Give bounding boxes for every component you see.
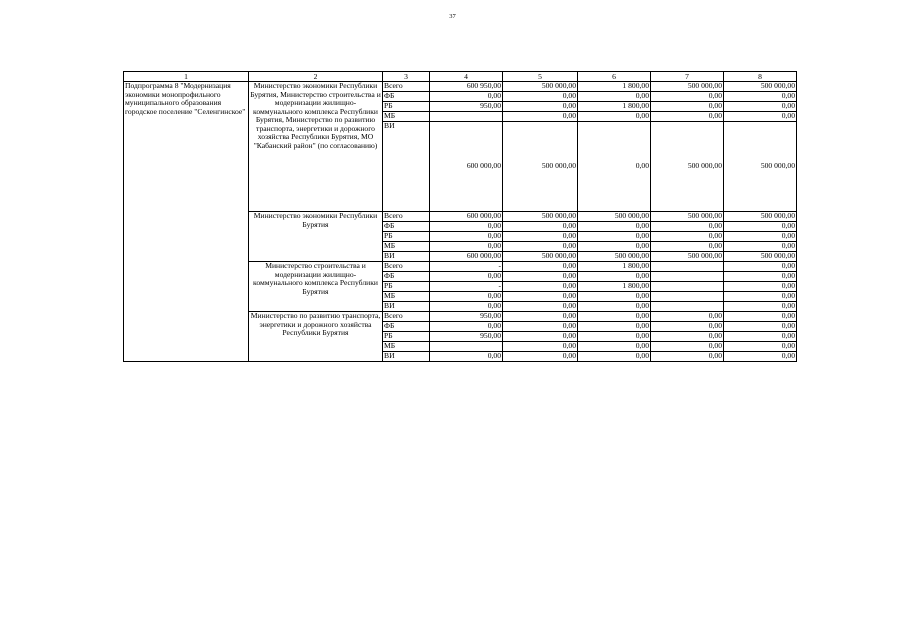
funding-source: РБ <box>383 102 430 112</box>
amount-cell <box>651 272 724 282</box>
amount-cell: 500 000,00 <box>724 82 797 92</box>
amount-cell: 0,00 <box>578 112 651 122</box>
amount-cell: 500 000,00 <box>578 212 651 222</box>
amount-cell: 0,00 <box>724 262 797 272</box>
amount-cell: 0,00 <box>503 282 578 292</box>
amount-cell: 1 800,00 <box>578 102 651 112</box>
funding-source: РБ <box>383 282 430 292</box>
amount-cell: 0,00 <box>430 352 503 362</box>
amount-cell: 0,00 <box>503 222 578 232</box>
funding-source: ФБ <box>383 322 430 332</box>
amount-cell: 600 950,00 <box>430 82 503 92</box>
amount-cell: 500 000,00 <box>651 252 724 262</box>
funding-source: Всего <box>383 312 430 322</box>
column-header-4: 4 <box>430 72 503 82</box>
amount-cell: 0,00 <box>724 112 797 122</box>
amount-cell: 0,00 <box>503 342 578 352</box>
amount-cell: 0,00 <box>724 102 797 112</box>
amount-cell: - <box>430 282 503 292</box>
column-header-6: 6 <box>578 72 651 82</box>
amount-cell: 500 000,00 <box>651 82 724 92</box>
amount-cell: 0,00 <box>578 352 651 362</box>
amount-cell: 0,00 <box>430 292 503 302</box>
funding-source: ФБ <box>383 92 430 102</box>
amount-cell: 0,00 <box>724 302 797 312</box>
amount-cell: 0,00 <box>503 112 578 122</box>
funding-source: Всего <box>383 262 430 272</box>
amount-cell: 1 800,00 <box>578 282 651 292</box>
amount-cell: 0,00 <box>651 112 724 122</box>
amount-cell: 0,00 <box>578 232 651 242</box>
amount-cell: 0,00 <box>578 302 651 312</box>
table-row <box>124 82 797 92</box>
amount-cell: 0,00 <box>578 312 651 322</box>
amount-cell: 0,00 <box>651 312 724 322</box>
amount-cell: 500 000,00 <box>651 122 724 212</box>
amount-cell: 950,00 <box>430 332 503 342</box>
amount-cell: 0,00 <box>503 332 578 342</box>
executor-org: Министерство по развитию транспорта, энергетики и дорожного хозяйства Республики Бурятия <box>249 312 383 362</box>
header-row <box>124 72 797 82</box>
funding-source: МБ <box>383 292 430 302</box>
amount-cell: 500 000,00 <box>651 212 724 222</box>
amount-cell: 0,00 <box>724 92 797 102</box>
amount-cell: 0,00 <box>651 242 724 252</box>
amount-cell: 0,00 <box>724 352 797 362</box>
amount-cell: 500 000,00 <box>503 252 578 262</box>
amount-cell: 0,00 <box>503 232 578 242</box>
amount-cell: 0,00 <box>724 242 797 252</box>
amount-cell: - <box>430 262 503 272</box>
column-header-7: 7 <box>651 72 724 82</box>
amount-cell: 600 000,00 <box>430 212 503 222</box>
amount-cell: 600 000,00 <box>430 122 503 212</box>
amount-cell: 1 800,00 <box>578 82 651 92</box>
amount-cell: 0,00 <box>503 302 578 312</box>
amount-cell: 0,00 <box>430 302 503 312</box>
amount-cell <box>430 112 503 122</box>
amount-cell: 0,00 <box>578 292 651 302</box>
amount-cell: 0,00 <box>578 272 651 282</box>
column-header-8: 8 <box>724 72 797 82</box>
amount-cell: 0,00 <box>651 222 724 232</box>
amount-cell: 0,00 <box>430 222 503 232</box>
amount-cell: 0,00 <box>651 102 724 112</box>
amount-cell: 0,00 <box>503 102 578 112</box>
column-header-3: 3 <box>383 72 430 82</box>
amount-cell: 0,00 <box>578 322 651 332</box>
funding-source: Всего <box>383 82 430 92</box>
amount-cell: 0,00 <box>724 322 797 332</box>
funding-source: ВИ <box>383 122 430 212</box>
amount-cell: 500 000,00 <box>503 82 578 92</box>
amount-cell: 0,00 <box>430 92 503 102</box>
funding-source: ФБ <box>383 222 430 232</box>
amount-cell: 0,00 <box>651 342 724 352</box>
amount-cell: 0,00 <box>503 352 578 362</box>
amount-cell: 0,00 <box>724 312 797 322</box>
funding-source: МБ <box>383 342 430 352</box>
column-header-1: 1 <box>124 72 249 82</box>
amount-cell: 0,00 <box>724 332 797 342</box>
amount-cell: 0,00 <box>651 352 724 362</box>
executor-org: Министерство строительства и модернизации жилищно-коммунального комплекса Республики Бурятия <box>249 262 383 312</box>
amount-cell: 0,00 <box>503 312 578 322</box>
amount-cell: 500 000,00 <box>724 252 797 262</box>
amount-cell: 0,00 <box>724 292 797 302</box>
funding-source: Всего <box>383 212 430 222</box>
column-header-5: 5 <box>503 72 578 82</box>
amount-cell: 600 000,00 <box>430 252 503 262</box>
amount-cell <box>651 262 724 272</box>
amount-cell: 0,00 <box>724 282 797 292</box>
funding-source: МБ <box>383 112 430 122</box>
amount-cell: 0,00 <box>503 322 578 332</box>
amount-cell: 500 000,00 <box>503 122 578 212</box>
amount-cell: 500 000,00 <box>503 212 578 222</box>
amount-cell <box>651 302 724 312</box>
amount-cell: 0,00 <box>578 122 651 212</box>
amount-cell: 0,00 <box>724 232 797 242</box>
amount-cell: 0,00 <box>430 272 503 282</box>
amount-cell: 0,00 <box>651 322 724 332</box>
amount-cell: 0,00 <box>578 332 651 342</box>
column-header-2: 2 <box>249 72 383 82</box>
amount-cell: 0,00 <box>503 92 578 102</box>
amount-cell: 500 000,00 <box>724 212 797 222</box>
amount-cell <box>651 292 724 302</box>
funding-source: РБ <box>383 232 430 242</box>
amount-cell: 0,00 <box>430 232 503 242</box>
amount-cell: 0,00 <box>578 222 651 232</box>
amount-cell <box>651 282 724 292</box>
amount-cell: 0,00 <box>503 262 578 272</box>
amount-cell: 500 000,00 <box>724 122 797 212</box>
executor-org: Министерство экономики Республики Бурятия <box>249 212 383 262</box>
budget-table <box>123 71 797 362</box>
amount-cell: 0,00 <box>724 342 797 352</box>
amount-cell <box>430 342 503 352</box>
amount-cell: 500 000,00 <box>578 252 651 262</box>
amount-cell: 0,00 <box>724 222 797 232</box>
amount-cell: 0,00 <box>578 242 651 252</box>
executor-org: Министерство экономики Республики Бурятия, Министерство строительства и модернизации жилищно-коммунального комплекса Республики Бурятия, Министерство по развитию транспорта, энергетики и дорожного хозяйства Республики Бурятия, МО "Кабанский район" (по согласованию) <box>249 82 383 212</box>
funding-source: МБ <box>383 242 430 252</box>
amount-cell: 0,00 <box>578 342 651 352</box>
funding-source: ВИ <box>383 302 430 312</box>
amount-cell: 0,00 <box>503 292 578 302</box>
program-name: Подпрограмма 8 "Модернизация экономики монопрофильного муниципального образования городское поселение "Селенгинское" <box>124 82 249 362</box>
amount-cell: 0,00 <box>430 322 503 332</box>
funding-source: ФБ <box>383 272 430 282</box>
amount-cell: 1 800,00 <box>578 262 651 272</box>
page-number: 37 <box>449 13 456 20</box>
amount-cell: 0,00 <box>724 272 797 282</box>
amount-cell: 950,00 <box>430 102 503 112</box>
amount-cell: 0,00 <box>578 92 651 102</box>
amount-cell: 950,00 <box>430 312 503 322</box>
amount-cell: 0,00 <box>503 242 578 252</box>
amount-cell: 0,00 <box>651 232 724 242</box>
amount-cell: 0,00 <box>651 332 724 342</box>
amount-cell: 0,00 <box>430 242 503 252</box>
amount-cell: 0,00 <box>651 92 724 102</box>
funding-source: ВИ <box>383 252 430 262</box>
amount-cell: 0,00 <box>503 272 578 282</box>
funding-source: РБ <box>383 332 430 342</box>
funding-source: ВИ <box>383 352 430 362</box>
